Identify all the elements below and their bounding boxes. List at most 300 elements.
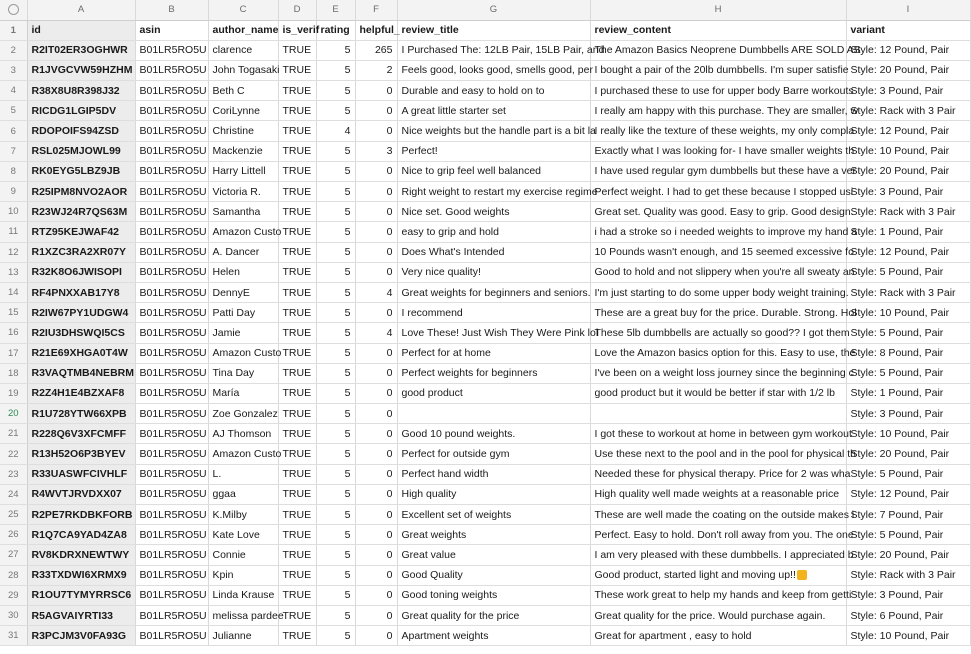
cell-header-is-verified[interactable]: is_verif: [278, 20, 316, 40]
cell-author-name[interactable]: Zoe Gonzalez: [208, 404, 278, 424]
cell-variant[interactable]: Style: Rack with 3 Pair: [846, 565, 970, 585]
cell-variant[interactable]: Style: 10 Pound, Pair: [846, 303, 970, 323]
cell-review-content[interactable]: These work great to help my hands and keep from getti: [590, 585, 846, 605]
cell-is-verified[interactable]: TRUE: [278, 626, 316, 646]
cell-helpful[interactable]: 0: [355, 161, 397, 181]
cell-asin[interactable]: B01LR5RO5U: [135, 182, 208, 202]
cell-helpful[interactable]: 2: [355, 60, 397, 80]
cell-rating[interactable]: 5: [316, 484, 355, 504]
cell-review-content[interactable]: I purchased these to use for upper body Barre workouts: [590, 81, 846, 101]
cell-is-verified[interactable]: TRUE: [278, 161, 316, 181]
cell-helpful[interactable]: 0: [355, 363, 397, 383]
cell-variant[interactable]: Style: 3 Pound, Pair: [846, 182, 970, 202]
cell-id[interactable]: R2IT02ER3OGHWR: [27, 40, 135, 60]
cell-id[interactable]: R23WJ24R7QS63M: [27, 202, 135, 222]
cell-variant[interactable]: Style: 5 Pound, Pair: [846, 525, 970, 545]
cell-helpful[interactable]: 0: [355, 464, 397, 484]
cell-helpful[interactable]: 0: [355, 343, 397, 363]
cell-asin[interactable]: B01LR5RO5U: [135, 585, 208, 605]
cell-review-content[interactable]: Exactly what I was looking for- I have smaller weights th: [590, 141, 846, 161]
cell-rating[interactable]: 5: [316, 81, 355, 101]
cell-rating[interactable]: 5: [316, 626, 355, 646]
cell-rating[interactable]: 5: [316, 605, 355, 625]
cell-variant[interactable]: Style: 5 Pound, Pair: [846, 464, 970, 484]
select-all-circle-icon[interactable]: [8, 4, 19, 15]
cell-asin[interactable]: B01LR5RO5U: [135, 605, 208, 625]
cell-asin[interactable]: B01LR5RO5U: [135, 101, 208, 121]
cell-helpful[interactable]: 0: [355, 383, 397, 403]
cell-review-title[interactable]: Great value: [397, 545, 590, 565]
row-number[interactable]: 24: [0, 484, 27, 504]
cell-id[interactable]: RDOPOIFS94ZSD: [27, 121, 135, 141]
cell-review-title[interactable]: Perfect hand width: [397, 464, 590, 484]
cell-review-content[interactable]: The Amazon Basics Neoprene Dumbbells ARE SOLD AS: [590, 40, 846, 60]
cell-variant[interactable]: Style: 3 Pound, Pair: [846, 404, 970, 424]
cell-review-title[interactable]: Nice set. Good weights: [397, 202, 590, 222]
cell-review-content[interactable]: These are well made the coating on the outside makes i: [590, 505, 846, 525]
cell-asin[interactable]: B01LR5RO5U: [135, 464, 208, 484]
cell-variant[interactable]: Style: 20 Pound, Pair: [846, 60, 970, 80]
cell-variant[interactable]: Style: 12 Pound, Pair: [846, 242, 970, 262]
cell-author-name[interactable]: Victoria R.: [208, 182, 278, 202]
cell-review-title[interactable]: easy to grip and hold: [397, 222, 590, 242]
cell-review-content[interactable]: I'm just starting to do some upper body weight training.: [590, 282, 846, 302]
cell-id[interactable]: R228Q6V3XFCMFF: [27, 424, 135, 444]
cell-helpful[interactable]: 3: [355, 141, 397, 161]
cell-rating[interactable]: 5: [316, 464, 355, 484]
cell-asin[interactable]: B01LR5RO5U: [135, 525, 208, 545]
cell-review-title[interactable]: Does What's Intended: [397, 242, 590, 262]
cell-review-content[interactable]: I am very pleased with these dumbbells. I appreciated b: [590, 545, 846, 565]
row-number[interactable]: 17: [0, 343, 27, 363]
cell-id[interactable]: R1U728YTW66XPB: [27, 404, 135, 424]
cell-is-verified[interactable]: TRUE: [278, 505, 316, 525]
cell-helpful[interactable]: 0: [355, 444, 397, 464]
cell-rating[interactable]: 5: [316, 343, 355, 363]
cell-variant[interactable]: Style: Rack with 3 Pair: [846, 101, 970, 121]
cell-review-content[interactable]: Great set. Quality was good. Easy to grip. Good design.: [590, 202, 846, 222]
cell-author-name[interactable]: Tina Day: [208, 363, 278, 383]
cell-variant[interactable]: Style: 3 Pound, Pair: [846, 585, 970, 605]
cell-rating[interactable]: 5: [316, 303, 355, 323]
cell-variant[interactable]: Style: 5 Pound, Pair: [846, 363, 970, 383]
cell-id[interactable]: R3VAQTMB4NEBRM: [27, 363, 135, 383]
cell-id[interactable]: R25IPM8NVO2AOR: [27, 182, 135, 202]
cell-asin[interactable]: B01LR5RO5U: [135, 161, 208, 181]
cell-variant[interactable]: Style: Rack with 3 Pair: [846, 202, 970, 222]
cell-variant[interactable]: Style: 5 Pound, Pair: [846, 262, 970, 282]
cell-id[interactable]: RSL025MJOWL99: [27, 141, 135, 161]
cell-author-name[interactable]: Amazon Custo: [208, 222, 278, 242]
cell-asin[interactable]: B01LR5RO5U: [135, 81, 208, 101]
cell-is-verified[interactable]: TRUE: [278, 202, 316, 222]
cell-helpful[interactable]: 0: [355, 202, 397, 222]
row-number[interactable]: 26: [0, 525, 27, 545]
cell-author-name[interactable]: CoriLynne: [208, 101, 278, 121]
row-number[interactable]: 4: [0, 81, 27, 101]
cell-helpful[interactable]: 0: [355, 484, 397, 504]
column-header-b[interactable]: B: [135, 0, 208, 20]
cell-header-variant[interactable]: variant: [846, 20, 970, 40]
cell-rating[interactable]: 5: [316, 242, 355, 262]
cell-helpful[interactable]: 4: [355, 323, 397, 343]
cell-review-title[interactable]: Good toning weights: [397, 585, 590, 605]
cell-id[interactable]: R38X8U8R398J32: [27, 81, 135, 101]
row-number[interactable]: 13: [0, 262, 27, 282]
cell-review-content[interactable]: Perfect weight. I had to get these because I stopped usi: [590, 182, 846, 202]
cell-rating[interactable]: 5: [316, 565, 355, 585]
cell-review-content[interactable]: i had a stroke so i needed weights to improve my hand a: [590, 222, 846, 242]
cell-author-name[interactable]: John Togasaki: [208, 60, 278, 80]
cell-id[interactable]: R2IU3DHSWQI5CS: [27, 323, 135, 343]
cell-review-content[interactable]: These are a great buy for the price. Durable. Strong. Hol: [590, 303, 846, 323]
row-number[interactable]: 19: [0, 383, 27, 403]
cell-is-verified[interactable]: TRUE: [278, 383, 316, 403]
cell-review-content[interactable]: I got these to workout at home in between gym workout: [590, 424, 846, 444]
cell-review-content[interactable]: Great for apartment , easy to hold: [590, 626, 846, 646]
column-header-f[interactable]: F: [355, 0, 397, 20]
cell-review-content[interactable]: Love the Amazon basics option for this. Easy to use, the: [590, 343, 846, 363]
cell-author-name[interactable]: Amazon Custo: [208, 343, 278, 363]
cell-review-content[interactable]: good product but it would be better if star with 1/2 lb: [590, 383, 846, 403]
cell-helpful[interactable]: 0: [355, 262, 397, 282]
cell-asin[interactable]: B01LR5RO5U: [135, 545, 208, 565]
cell-id[interactable]: R2Z4H1E4BZXAF8: [27, 383, 135, 403]
cell-review-content[interactable]: [590, 404, 846, 424]
cell-is-verified[interactable]: TRUE: [278, 303, 316, 323]
cell-is-verified[interactable]: TRUE: [278, 464, 316, 484]
cell-variant[interactable]: Style: 12 Pound, Pair: [846, 40, 970, 60]
cell-id[interactable]: R1JVGCVW59HZHM: [27, 60, 135, 80]
row-number[interactable]: 22: [0, 444, 27, 464]
cell-id[interactable]: R3PCJM3V0FA93G: [27, 626, 135, 646]
cell-asin[interactable]: B01LR5RO5U: [135, 424, 208, 444]
cell-review-title[interactable]: Nice to grip feel well balanced: [397, 161, 590, 181]
cell-review-title[interactable]: Great weights for beginners and seniors.: [397, 282, 590, 302]
cell-variant[interactable]: Style: 8 Pound, Pair: [846, 343, 970, 363]
cell-variant[interactable]: Style: 20 Pound, Pair: [846, 545, 970, 565]
cell-review-content[interactable]: Perfect. Easy to hold. Don't roll away from you. The one: [590, 525, 846, 545]
row-number[interactable]: 12: [0, 242, 27, 262]
cell-rating[interactable]: 5: [316, 444, 355, 464]
row-number[interactable]: 20: [0, 404, 27, 424]
cell-rating[interactable]: 5: [316, 585, 355, 605]
cell-rating[interactable]: 5: [316, 383, 355, 403]
row-number[interactable]: 31: [0, 626, 27, 646]
cell-variant[interactable]: Style: 20 Pound, Pair: [846, 444, 970, 464]
cell-is-verified[interactable]: TRUE: [278, 545, 316, 565]
cell-id[interactable]: R2IW67PY1UDGW4: [27, 303, 135, 323]
cell-author-name[interactable]: Samantha: [208, 202, 278, 222]
cell-author-name[interactable]: Kpin: [208, 565, 278, 585]
cell-asin[interactable]: B01LR5RO5U: [135, 303, 208, 323]
cell-is-verified[interactable]: TRUE: [278, 121, 316, 141]
cell-variant[interactable]: Style: 10 Pound, Pair: [846, 626, 970, 646]
cell-author-name[interactable]: Connie: [208, 545, 278, 565]
cell-header-review-content[interactable]: review_content: [590, 20, 846, 40]
cell-asin[interactable]: B01LR5RO5U: [135, 323, 208, 343]
cell-is-verified[interactable]: TRUE: [278, 101, 316, 121]
cell-variant[interactable]: Style: Rack with 3 Pair: [846, 282, 970, 302]
cell-review-title[interactable]: good product: [397, 383, 590, 403]
cell-helpful[interactable]: 0: [355, 605, 397, 625]
cell-id[interactable]: RICDG1LGIP5DV: [27, 101, 135, 121]
cell-asin[interactable]: B01LR5RO5U: [135, 121, 208, 141]
column-header-h[interactable]: H: [590, 0, 846, 20]
cell-rating[interactable]: 5: [316, 525, 355, 545]
cell-review-title[interactable]: A great little starter set: [397, 101, 590, 121]
cell-is-verified[interactable]: TRUE: [278, 242, 316, 262]
cell-header-review-title[interactable]: review_title: [397, 20, 590, 40]
row-number[interactable]: 3: [0, 60, 27, 80]
cell-helpful[interactable]: 0: [355, 424, 397, 444]
cell-is-verified[interactable]: TRUE: [278, 60, 316, 80]
cell-rating[interactable]: 5: [316, 404, 355, 424]
cell-is-verified[interactable]: TRUE: [278, 484, 316, 504]
cell-is-verified[interactable]: TRUE: [278, 182, 316, 202]
cell-review-content[interactable]: 10 Pounds wasn't enough, and 15 seemed excessive fo: [590, 242, 846, 262]
cell-header-asin[interactable]: asin: [135, 20, 208, 40]
cell-review-content[interactable]: I've been on a weight loss journey since the beginning c: [590, 363, 846, 383]
cell-asin[interactable]: B01LR5RO5U: [135, 484, 208, 504]
cell-helpful[interactable]: 0: [355, 545, 397, 565]
cell-rating[interactable]: 5: [316, 161, 355, 181]
cell-review-title[interactable]: Perfect!: [397, 141, 590, 161]
cell-is-verified[interactable]: TRUE: [278, 282, 316, 302]
column-header-e[interactable]: E: [316, 0, 355, 20]
cell-helpful[interactable]: 0: [355, 404, 397, 424]
cell-header-rating[interactable]: rating: [316, 20, 355, 40]
cell-author-name[interactable]: Helen: [208, 262, 278, 282]
cell-helpful[interactable]: 0: [355, 222, 397, 242]
cell-is-verified[interactable]: TRUE: [278, 444, 316, 464]
cell-asin[interactable]: B01LR5RO5U: [135, 404, 208, 424]
cell-review-content[interactable]: Use these next to the pool and in the pool for physical th: [590, 444, 846, 464]
cell-asin[interactable]: B01LR5RO5U: [135, 141, 208, 161]
cell-helpful[interactable]: 0: [355, 121, 397, 141]
cell-is-verified[interactable]: TRUE: [278, 141, 316, 161]
cell-review-title[interactable]: Perfect weights for beginners: [397, 363, 590, 383]
cell-rating[interactable]: 5: [316, 323, 355, 343]
cell-review-title[interactable]: Perfect for outside gym: [397, 444, 590, 464]
cell-review-title[interactable]: Right weight to restart my exercise regime: [397, 182, 590, 202]
cell-review-content[interactable]: I bought a pair of the 20lb dumbbells. I'm super satisfie: [590, 60, 846, 80]
cell-variant[interactable]: Style: 7 Pound, Pair: [846, 505, 970, 525]
cell-author-name[interactable]: Harry Littell: [208, 161, 278, 181]
cell-header-author-name[interactable]: author_name: [208, 20, 278, 40]
cell-asin[interactable]: B01LR5RO5U: [135, 383, 208, 403]
row-number[interactable]: 10: [0, 202, 27, 222]
cell-author-name[interactable]: AJ Thomson: [208, 424, 278, 444]
cell-rating[interactable]: 5: [316, 282, 355, 302]
cell-id[interactable]: R21E69XHGA0T4W: [27, 343, 135, 363]
cell-is-verified[interactable]: TRUE: [278, 404, 316, 424]
cell-variant[interactable]: Style: 10 Pound, Pair: [846, 141, 970, 161]
cell-review-title[interactable]: Excellent set of weights: [397, 505, 590, 525]
cell-id[interactable]: R5AGVAIYRTI33: [27, 605, 135, 625]
cell-is-verified[interactable]: TRUE: [278, 424, 316, 444]
cell-asin[interactable]: B01LR5RO5U: [135, 363, 208, 383]
cell-review-title[interactable]: Great weights: [397, 525, 590, 545]
cell-id[interactable]: R1OU7TYMYRRSC6: [27, 585, 135, 605]
cell-rating[interactable]: 5: [316, 202, 355, 222]
cell-author-name[interactable]: Patti Day: [208, 303, 278, 323]
cell-helpful[interactable]: 0: [355, 626, 397, 646]
cell-is-verified[interactable]: TRUE: [278, 323, 316, 343]
cell-rating[interactable]: 5: [316, 424, 355, 444]
cell-author-name[interactable]: ggaa: [208, 484, 278, 504]
cell-variant[interactable]: Style: 5 Pound, Pair: [846, 323, 970, 343]
cell-review-content[interactable]: I really like the texture of these weights, my only compla: [590, 121, 846, 141]
cell-helpful[interactable]: 0: [355, 101, 397, 121]
cell-review-title[interactable]: Good Quality: [397, 565, 590, 585]
cell-id[interactable]: R2PE7RKDBKFORB: [27, 505, 135, 525]
cell-rating[interactable]: 5: [316, 222, 355, 242]
cell-author-name[interactable]: DennyE: [208, 282, 278, 302]
cell-helpful[interactable]: 0: [355, 585, 397, 605]
cell-helpful[interactable]: 0: [355, 182, 397, 202]
cell-helpful[interactable]: 0: [355, 242, 397, 262]
cell-asin[interactable]: B01LR5RO5U: [135, 282, 208, 302]
cell-is-verified[interactable]: TRUE: [278, 585, 316, 605]
cell-asin[interactable]: B01LR5RO5U: [135, 202, 208, 222]
cell-helpful[interactable]: 0: [355, 505, 397, 525]
cell-rating[interactable]: 5: [316, 40, 355, 60]
cell-rating[interactable]: 5: [316, 545, 355, 565]
cell-review-content[interactable]: Great quality for the price. Would purchase again.: [590, 605, 846, 625]
cell-id[interactable]: R1Q7CA9YAD4ZA8: [27, 525, 135, 545]
row-number[interactable]: 2: [0, 40, 27, 60]
cell-author-name[interactable]: K.Milby: [208, 505, 278, 525]
cell-is-verified[interactable]: TRUE: [278, 565, 316, 585]
cell-review-content[interactable]: I have used regular gym dumbbells but these have a ver: [590, 161, 846, 181]
column-header-c[interactable]: C: [208, 0, 278, 20]
select-all-corner[interactable]: [0, 0, 27, 20]
cell-is-verified[interactable]: TRUE: [278, 262, 316, 282]
cell-author-name[interactable]: Julianne: [208, 626, 278, 646]
cell-id[interactable]: RF4PNXXAB17Y8: [27, 282, 135, 302]
cell-review-content[interactable]: These 5lb dumbbells are actually so good?? I got them: [590, 323, 846, 343]
row-number[interactable]: 7: [0, 141, 27, 161]
cell-author-name[interactable]: Amazon Custo: [208, 444, 278, 464]
cell-review-content[interactable]: Needed these for physical therapy. Price for 2 was wha: [590, 464, 846, 484]
cell-rating[interactable]: 5: [316, 101, 355, 121]
cell-review-title[interactable]: Durable and easy to hold on to: [397, 81, 590, 101]
cell-author-name[interactable]: L.: [208, 464, 278, 484]
cell-id[interactable]: R32K8O6JWISOPI: [27, 262, 135, 282]
cell-author-name[interactable]: Kate Love: [208, 525, 278, 545]
cell-id[interactable]: RV8KDRXNEWTWY: [27, 545, 135, 565]
cell-author-name[interactable]: Christine: [208, 121, 278, 141]
cell-variant[interactable]: Style: 10 Pound, Pair: [846, 424, 970, 444]
cell-id[interactable]: RTZ95KEJWAF42: [27, 222, 135, 242]
cell-is-verified[interactable]: TRUE: [278, 525, 316, 545]
cell-author-name[interactable]: A. Dancer: [208, 242, 278, 262]
cell-author-name[interactable]: Jamie: [208, 323, 278, 343]
cell-helpful[interactable]: 0: [355, 303, 397, 323]
row-number[interactable]: 8: [0, 161, 27, 181]
column-header-i[interactable]: I: [846, 0, 970, 20]
cell-id[interactable]: R33UASWFCIVHLF: [27, 464, 135, 484]
cell-review-title[interactable]: Nice weights but the handle part is a bit la: [397, 121, 590, 141]
cell-rating[interactable]: 5: [316, 505, 355, 525]
cell-is-verified[interactable]: TRUE: [278, 363, 316, 383]
row-number[interactable]: 16: [0, 323, 27, 343]
cell-asin[interactable]: B01LR5RO5U: [135, 343, 208, 363]
cell-asin[interactable]: B01LR5RO5U: [135, 40, 208, 60]
cell-header-helpful[interactable]: helpful_: [355, 20, 397, 40]
cell-asin[interactable]: B01LR5RO5U: [135, 565, 208, 585]
cell-rating[interactable]: 5: [316, 141, 355, 161]
column-header-g[interactable]: G: [397, 0, 590, 20]
cell-is-verified[interactable]: TRUE: [278, 343, 316, 363]
cell-variant[interactable]: Style: 20 Pound, Pair: [846, 161, 970, 181]
cell-author-name[interactable]: Linda Krause: [208, 585, 278, 605]
cell-review-content[interactable]: Good to hold and not slippery when you're all sweaty an: [590, 262, 846, 282]
cell-variant[interactable]: Style: 12 Pound, Pair: [846, 484, 970, 504]
row-number[interactable]: 14: [0, 282, 27, 302]
cell-asin[interactable]: B01LR5RO5U: [135, 444, 208, 464]
cell-asin[interactable]: B01LR5RO5U: [135, 505, 208, 525]
cell-review-title[interactable]: [397, 404, 590, 424]
cell-review-title[interactable]: Great quality for the price: [397, 605, 590, 625]
cell-review-title[interactable]: Feels good, looks good, smells good, per: [397, 60, 590, 80]
cell-id[interactable]: R4WVTJRVDXX07: [27, 484, 135, 504]
row-number[interactable]: 18: [0, 363, 27, 383]
cell-review-title[interactable]: Apartment weights: [397, 626, 590, 646]
cell-review-title[interactable]: Perfect for at home: [397, 343, 590, 363]
cell-review-title[interactable]: Good 10 pound weights.: [397, 424, 590, 444]
cell-is-verified[interactable]: TRUE: [278, 222, 316, 242]
cell-rating[interactable]: 5: [316, 182, 355, 202]
cell-review-title[interactable]: High quality: [397, 484, 590, 504]
cell-variant[interactable]: Style: 1 Pound, Pair: [846, 383, 970, 403]
cell-is-verified[interactable]: TRUE: [278, 605, 316, 625]
cell-header-id[interactable]: id: [27, 20, 135, 40]
cell-author-name[interactable]: clarence: [208, 40, 278, 60]
cell-rating[interactable]: 5: [316, 363, 355, 383]
row-number[interactable]: 5: [0, 101, 27, 121]
cell-is-verified[interactable]: TRUE: [278, 40, 316, 60]
cell-variant[interactable]: Style: 3 Pound, Pair: [846, 81, 970, 101]
cell-helpful[interactable]: 0: [355, 525, 397, 545]
cell-review-title[interactable]: Love These! Just Wish They Were Pink lol: [397, 323, 590, 343]
cell-review-title[interactable]: Very nice quality!: [397, 262, 590, 282]
cell-review-title[interactable]: I Purchased The: 12LB Pair, 15LB Pair, and: [397, 40, 590, 60]
cell-review-title[interactable]: I recommend: [397, 303, 590, 323]
cell-id[interactable]: R1XZC3RA2XR07Y: [27, 242, 135, 262]
column-header-a[interactable]: A: [27, 0, 135, 20]
cell-rating[interactable]: 5: [316, 60, 355, 80]
column-header-d[interactable]: D: [278, 0, 316, 20]
cell-asin[interactable]: B01LR5RO5U: [135, 626, 208, 646]
row-number[interactable]: 25: [0, 505, 27, 525]
cell-rating[interactable]: 4: [316, 121, 355, 141]
cell-variant[interactable]: Style: 1 Pound, Pair: [846, 222, 970, 242]
cell-helpful[interactable]: 4: [355, 282, 397, 302]
row-number[interactable]: 29: [0, 585, 27, 605]
cell-author-name[interactable]: Beth C: [208, 81, 278, 101]
row-number[interactable]: 9: [0, 182, 27, 202]
row-number[interactable]: 6: [0, 121, 27, 141]
row-number[interactable]: 1: [0, 20, 27, 40]
row-number[interactable]: 28: [0, 565, 27, 585]
row-number[interactable]: 15: [0, 303, 27, 323]
cell-author-name[interactable]: María: [208, 383, 278, 403]
cell-rating[interactable]: 5: [316, 262, 355, 282]
row-number[interactable]: 23: [0, 464, 27, 484]
cell-asin[interactable]: B01LR5RO5U: [135, 242, 208, 262]
